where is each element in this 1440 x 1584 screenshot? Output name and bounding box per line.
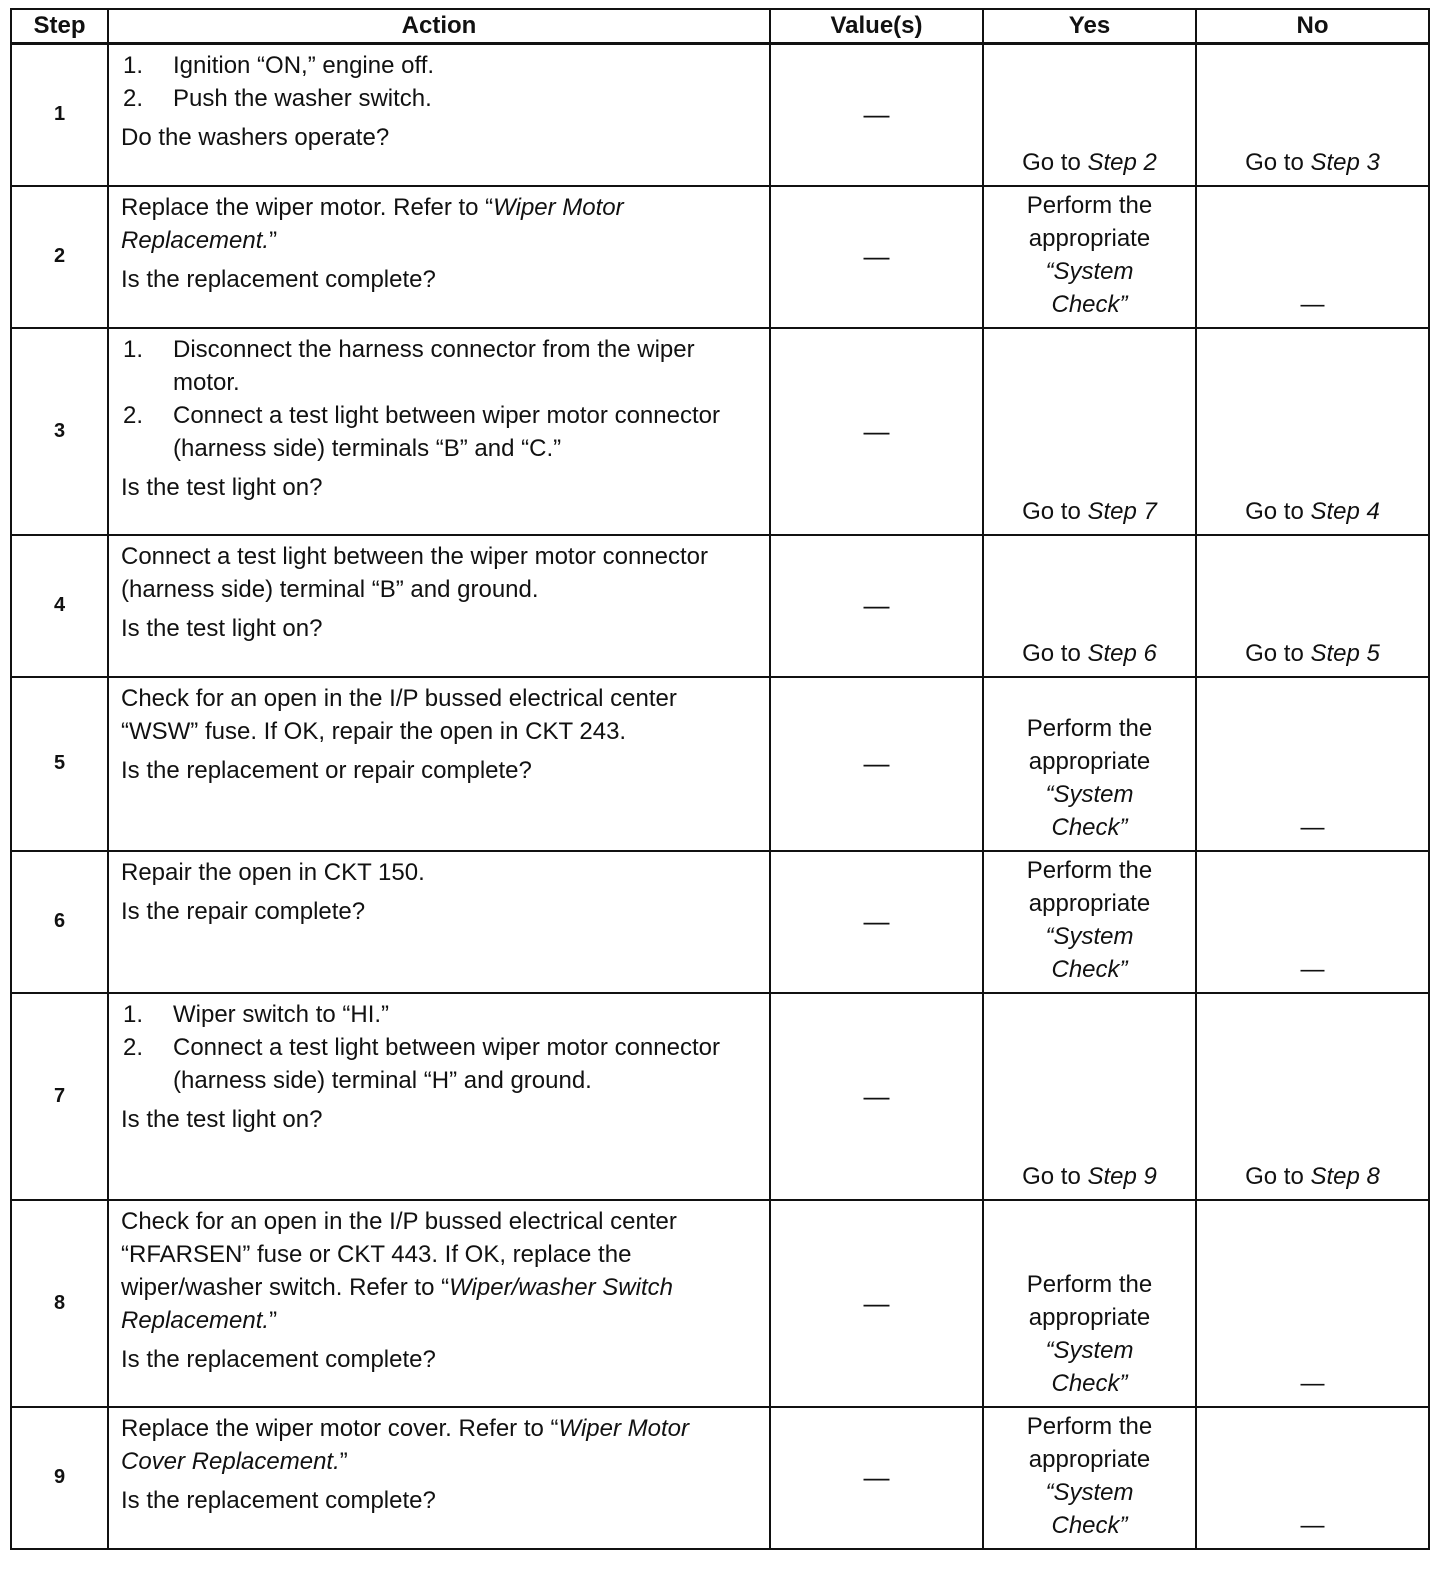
action-question: Is the test light on?	[121, 614, 323, 642]
perform-line: “System	[1045, 1336, 1134, 1364]
value-cell	[770, 328, 983, 535]
list-text: Connect a test light between wiper motor connector (harness side) terminals “B” and “C.”	[173, 401, 720, 462]
goto-step: Step 3	[1310, 148, 1380, 176]
perform-line: Check”	[1051, 955, 1128, 983]
no-cell	[1196, 186, 1429, 328]
yes-cell	[983, 328, 1196, 535]
goto-prefix: Go to	[1245, 148, 1311, 176]
action-list-item	[121, 333, 759, 399]
no-cell	[1196, 677, 1429, 851]
header-no: No	[1196, 9, 1429, 44]
header-row	[11, 9, 1429, 44]
table-row	[11, 677, 1429, 851]
value-dash: —	[863, 415, 890, 446]
goto-prefix: Go to	[1245, 1162, 1311, 1190]
action-text: Check for an open in the I/P bussed electrical center “RFARSEN” fuse or CKT 443. If OK, replace the wiper/washer switch. Refer to “	[121, 1207, 677, 1301]
goto-prefix: Go to	[1022, 148, 1088, 176]
value-cell	[770, 851, 983, 993]
step-number: 6	[11, 851, 108, 993]
perform-line: “System	[1045, 257, 1134, 285]
yes-cell	[983, 677, 1196, 851]
yes-cell	[983, 535, 1196, 677]
action-list	[121, 333, 759, 465]
list-number: 1.	[123, 335, 144, 363]
list-text: Wiper switch to “HI.”	[173, 1000, 390, 1028]
action-text: Replace the wiper motor cover. Refer to “	[121, 1414, 559, 1442]
goto-step: Step 4	[1310, 497, 1380, 525]
step-number: 3	[11, 328, 108, 535]
goto-step: Step 8	[1310, 1162, 1380, 1190]
table-row	[11, 1407, 1429, 1549]
action-content	[121, 998, 759, 1136]
goto-step: Step 5	[1310, 639, 1380, 667]
action-list-item	[121, 998, 759, 1031]
header-action: Action	[108, 9, 770, 44]
value-cell	[770, 1407, 983, 1549]
perform-line: appropriate	[1028, 889, 1151, 917]
action-instructions	[121, 540, 759, 606]
step-number: 8	[11, 1200, 108, 1407]
table-row	[11, 186, 1429, 328]
no-cell	[1196, 44, 1429, 186]
yes-cell	[983, 1200, 1196, 1407]
perform-line: “System	[1045, 1478, 1134, 1506]
action-content	[121, 540, 759, 645]
action-instructions	[121, 1205, 759, 1337]
perform-line: Perform the	[1026, 1412, 1153, 1440]
action-list-item	[121, 399, 759, 465]
perform-line: Perform the	[1026, 856, 1153, 884]
goto-prefix: Go to	[1022, 497, 1088, 525]
action-text: Repair the open in CKT 150.	[121, 858, 425, 886]
header-step: Step	[11, 9, 108, 44]
perform-line: appropriate	[1028, 224, 1151, 252]
value-cell	[770, 535, 983, 677]
action-cell	[108, 1407, 770, 1549]
perform-line: Check”	[1051, 813, 1128, 841]
perform-line: Perform the	[1026, 714, 1153, 742]
action-cell	[108, 1200, 770, 1407]
list-number: 2.	[123, 1033, 144, 1061]
table-row	[11, 44, 1429, 186]
table-row	[11, 1200, 1429, 1407]
list-text: Connect a test light between wiper motor connector (harness side) terminal “H” and ground.	[173, 1033, 720, 1094]
action-text: Replace the wiper motor. Refer to “	[121, 193, 494, 221]
action-question: Is the replacement or repair complete?	[121, 756, 532, 784]
header-yes: Yes	[983, 9, 1196, 44]
action-content	[121, 191, 759, 296]
no-cell	[1196, 993, 1429, 1200]
table-row	[11, 851, 1429, 993]
step-number: 5	[11, 677, 108, 851]
action-reference: Wiper Motor Replacement.	[121, 193, 624, 254]
action-question: Is the test light on?	[121, 473, 323, 501]
yes-cell	[983, 186, 1196, 328]
action-list-item	[121, 1031, 759, 1097]
perform-line: Perform the	[1026, 191, 1153, 219]
value-cell	[770, 993, 983, 1200]
action-cell	[108, 535, 770, 677]
perform-line: appropriate	[1028, 1303, 1151, 1331]
action-instructions	[121, 1412, 759, 1478]
action-content	[121, 49, 759, 154]
action-list-item	[121, 49, 759, 82]
diagnostic-table	[10, 8, 1430, 1550]
yes-cell	[983, 1407, 1196, 1549]
step-number: 7	[11, 993, 108, 1200]
action-question: Is the test light on?	[121, 1105, 323, 1133]
action-question: Do the washers operate?	[121, 124, 390, 151]
table-row	[11, 993, 1429, 1200]
action-instructions	[121, 49, 759, 115]
value-cell	[770, 44, 983, 186]
header-values: Value(s)	[770, 9, 983, 44]
goto-step: Step 2	[1087, 148, 1157, 176]
table-row	[11, 535, 1429, 677]
goto-step: Step 6	[1087, 639, 1157, 667]
action-question: Is the replacement complete?	[121, 265, 436, 293]
value-dash: —	[863, 906, 890, 936]
perform-line: Check”	[1051, 290, 1128, 318]
list-text: Push the washer switch.	[173, 85, 432, 112]
list-number: 1.	[123, 1000, 144, 1028]
perform-line: appropriate	[1028, 747, 1151, 775]
value-dash: —	[863, 1462, 890, 1492]
action-content	[121, 856, 759, 928]
action-cell	[108, 44, 770, 186]
value-cell	[770, 677, 983, 851]
perform-line: “System	[1045, 780, 1134, 808]
value-dash: —	[863, 1287, 890, 1318]
no-cell	[1196, 328, 1429, 535]
no-dash: —	[1300, 813, 1325, 841]
list-text: Disconnect the harness connector from the wiper motor.	[173, 335, 695, 396]
step-number: 1	[11, 44, 108, 186]
no-cell	[1196, 535, 1429, 677]
yes-cell	[983, 44, 1196, 186]
no-cell	[1196, 1200, 1429, 1407]
action-cell	[108, 677, 770, 851]
no-dash: —	[1300, 955, 1325, 983]
action-text: Connect a test light between the wiper motor connector (harness side) terminal “B” and ground.	[121, 542, 708, 603]
yes-cell	[983, 851, 1196, 993]
perform-line: Perform the	[1026, 1270, 1153, 1298]
value-dash: —	[863, 590, 890, 620]
no-dash: —	[1300, 1511, 1325, 1539]
action-cell	[108, 993, 770, 1200]
action-text-end: ”	[269, 226, 278, 254]
value-cell	[770, 186, 983, 328]
action-reference: Wiper Motor Cover Replacement.	[121, 1414, 690, 1475]
no-dash: —	[1300, 1369, 1325, 1397]
goto-prefix: Go to	[1022, 1162, 1088, 1190]
action-instructions	[121, 333, 759, 465]
value-dash: —	[863, 1080, 890, 1111]
value-dash: —	[863, 748, 890, 778]
perform-line: “System	[1045, 922, 1134, 950]
value-cell	[770, 1200, 983, 1407]
list-number: 2.	[123, 401, 144, 429]
list-text: Ignition “ON,” engine off.	[173, 52, 435, 79]
step-number: 9	[11, 1407, 108, 1549]
goto-prefix: Go to	[1022, 639, 1088, 667]
perform-line: Check”	[1051, 1511, 1128, 1539]
goto-step: Step 9	[1087, 1162, 1157, 1190]
action-list	[121, 998, 759, 1097]
yes-cell	[983, 993, 1196, 1200]
action-cell	[108, 851, 770, 993]
goto-prefix: Go to	[1245, 497, 1311, 525]
list-number: 1.	[123, 52, 144, 79]
action-question: Is the replacement complete?	[121, 1345, 436, 1373]
action-reference: Wiper/washer Switch Replacement.	[121, 1273, 673, 1334]
perform-line: Check”	[1051, 1369, 1128, 1397]
goto-prefix: Go to	[1245, 639, 1311, 667]
action-text-end: ”	[339, 1447, 348, 1475]
action-question: Is the repair complete?	[121, 897, 366, 925]
action-cell	[108, 328, 770, 535]
list-number: 2.	[123, 85, 144, 112]
no-dash: —	[1300, 290, 1325, 318]
step-number: 4	[11, 535, 108, 677]
action-list-item	[121, 82, 759, 115]
value-dash: —	[863, 241, 890, 271]
action-question: Is the replacement complete?	[121, 1486, 436, 1514]
action-content	[121, 1412, 759, 1517]
table-row	[11, 328, 1429, 535]
action-list	[121, 49, 759, 115]
step-number: 2	[11, 186, 108, 328]
action-instructions	[121, 998, 759, 1097]
action-content	[121, 682, 759, 787]
no-cell	[1196, 851, 1429, 993]
action-content	[121, 1205, 759, 1376]
no-cell	[1196, 1407, 1429, 1549]
action-cell	[108, 186, 770, 328]
action-instructions	[121, 682, 759, 748]
action-text: Check for an open in the I/P bussed electrical center “WSW” fuse. If OK, repair the open in CKT 243.	[121, 684, 677, 745]
goto-step: Step 7	[1087, 497, 1157, 525]
action-instructions	[121, 191, 759, 257]
perform-line: appropriate	[1028, 1445, 1151, 1473]
action-text-end: ”	[269, 1306, 278, 1334]
action-content	[121, 333, 759, 504]
action-instructions	[121, 856, 759, 889]
value-dash: —	[863, 99, 890, 130]
